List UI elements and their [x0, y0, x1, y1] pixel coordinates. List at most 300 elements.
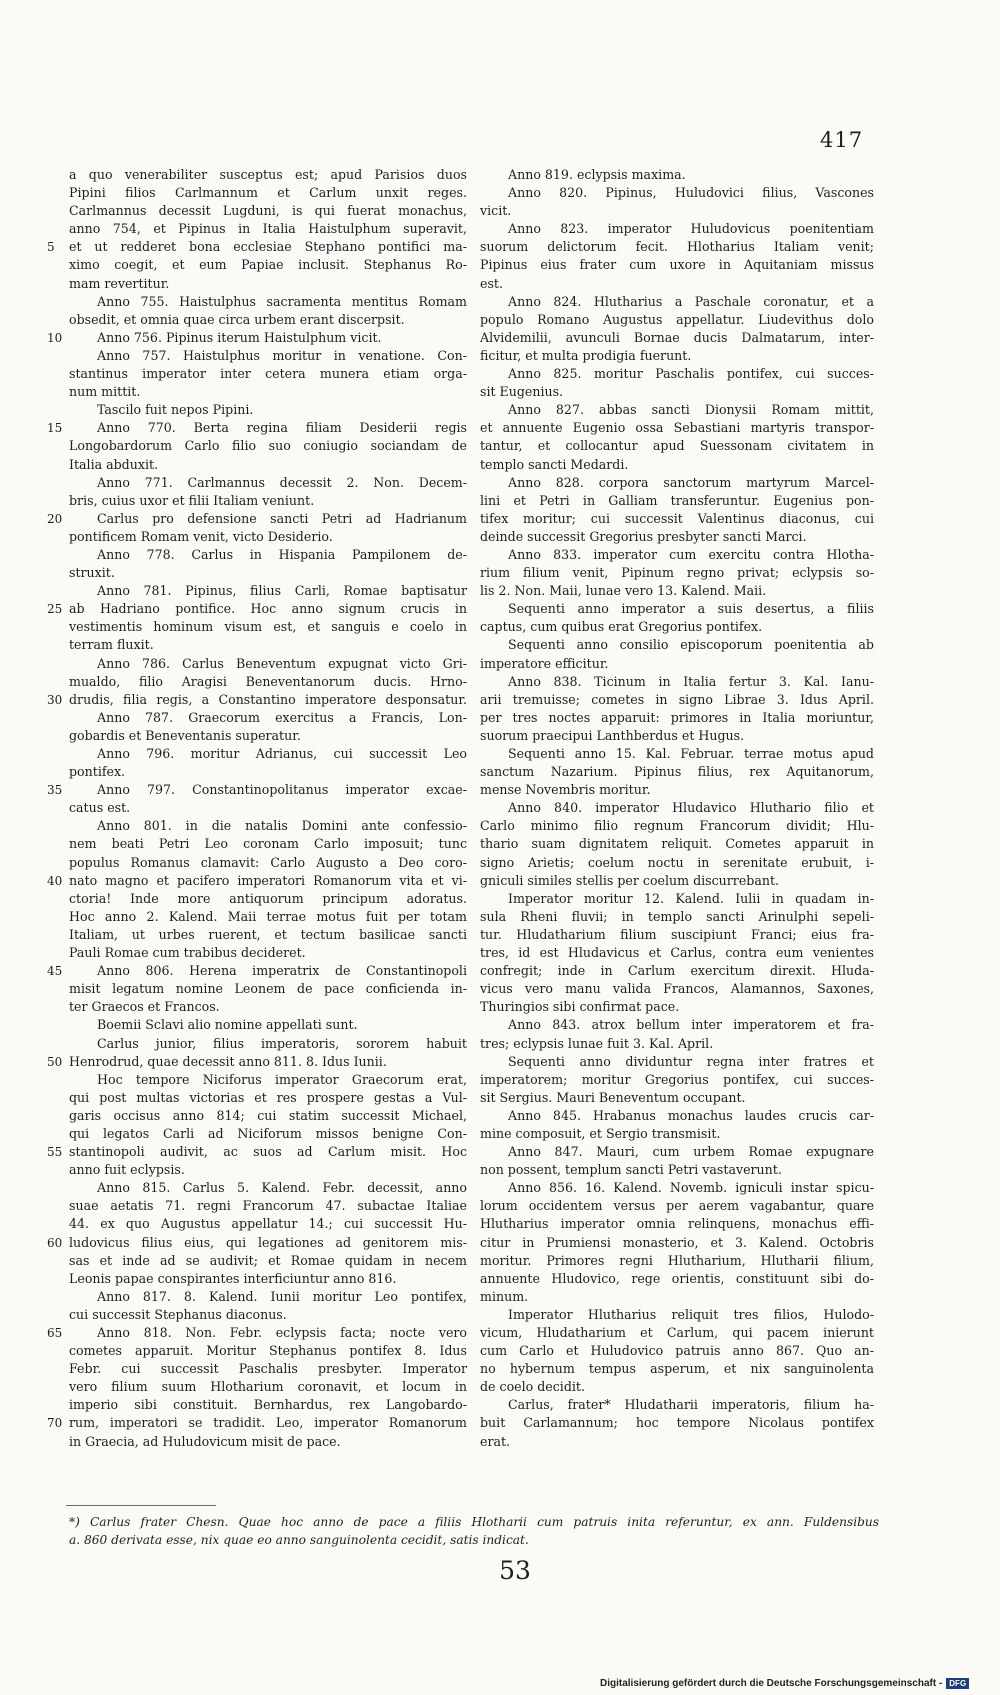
right-column-line [480, 1161, 874, 1179]
line-number: 15 [47, 421, 63, 436]
right-column-line [480, 673, 874, 691]
line-text: Anno 797. Constantinopolitanus imperator excae- [97, 782, 467, 798]
line-text: de coelo decidit. [480, 1379, 585, 1395]
left-column-line [69, 763, 467, 781]
left-column-line [69, 1161, 467, 1179]
line-text: pontifex. [69, 764, 126, 780]
right-column-line [480, 1125, 874, 1143]
left-column-line [47, 872, 467, 890]
line-text: Henrodrud, quae decessit anno 811. 8. Idus Iunii. [69, 1053, 387, 1069]
line-text: no hybernum tempus asperum, et nix sanguinolenta [480, 1361, 874, 1377]
line-text: ximo coegit, et eum Papiae inclusit. Stephanus Ro- [69, 257, 467, 273]
left-column-line [47, 1143, 467, 1161]
line-text: Anno 847. Mauri, cum urbem Romae expugnare [508, 1144, 874, 1160]
right-column-line [480, 655, 874, 673]
right-column-line [480, 347, 874, 365]
left-column-line [47, 1234, 467, 1252]
line-text: suorum praecipui Lanthberdus et Hugus. [480, 727, 745, 743]
line-text: anno fuit eclypsis. [69, 1162, 185, 1178]
line-text: Anno 820. Pipinus, Huludovici filius, Vascones [508, 185, 874, 201]
left-column-line [69, 184, 467, 202]
right-column-line [480, 293, 874, 311]
line-text: erat. [480, 1433, 511, 1449]
line-text: imperatorem; moritur Gregorius pontifex, cui succes- [480, 1071, 874, 1087]
right-column-line [480, 329, 874, 347]
line-text: Leonis papae conspirantes interficiuntur anno 816. [69, 1270, 397, 1286]
line-text: ter Graecos et Francos. [69, 999, 220, 1015]
right-column-line [480, 709, 874, 727]
right-column-line [480, 1414, 874, 1432]
line-text: mualdo, filio Aragisi Beneventanorum ducis. Hrno- [69, 673, 467, 689]
right-column-line [480, 1433, 874, 1451]
line-text: Anno 771. Carlmannus decessit 2. Non. Decem- [97, 474, 467, 490]
line-text: arii tremuisse; cometes in signo Librae 3. Idus April. [480, 691, 874, 707]
line-text: Italiam, ut urbes ruerent, et tectum basilicae sancti [69, 926, 467, 942]
footnote-line [69, 1531, 879, 1549]
line-text: moritur. Primores regni Hlutharium, Hlutharii filium, [480, 1252, 874, 1268]
left-column-line [69, 1396, 467, 1414]
line-text: qui legatos Carli ad Niciforum missos benigne Con- [69, 1125, 467, 1141]
line-text: Anno 856. 16. Kalend. Novemb. igniculi instar spicu- [508, 1180, 874, 1196]
line-text: minum. [480, 1288, 529, 1304]
right-column-line [480, 998, 874, 1016]
left-column-line [69, 1089, 467, 1107]
line-text: Imperator Hlutharius reliquit tres filios, Hulodo- [508, 1306, 874, 1322]
line-text: in Graecia, ad Huludovicum misit de pace. [69, 1433, 341, 1449]
line-text: imperio sibi constituit. Bernhardus, rex Langobardo- [69, 1397, 467, 1413]
line-text: Sequenti anno imperator a suis desertus, a filiis [508, 601, 874, 617]
right-column-line [480, 564, 874, 582]
left-column-line [69, 1378, 467, 1396]
digitization-banner [600, 1678, 969, 1689]
line-text: Italia abduxit. [69, 456, 159, 472]
right-column-line [480, 1342, 874, 1360]
right-column-line [480, 727, 874, 745]
left-column-line [69, 293, 467, 311]
right-column-line [480, 908, 874, 926]
left-column-line [69, 166, 467, 184]
right-column-line [480, 1197, 874, 1215]
right-column-line [480, 1288, 874, 1306]
line-text: citur in Prumiensi monasterio, et 3. Kalend. Octobris [480, 1234, 874, 1250]
left-column-line [47, 329, 467, 347]
right-column-line [480, 799, 874, 817]
right-column-line [480, 510, 874, 528]
left-column-line [69, 474, 467, 492]
line-text: qui post multas victorias et res prospere gestas a Vul- [69, 1089, 467, 1105]
right-column-line [480, 600, 874, 618]
line-text: anno 754, et Pipinus in Italia Haistulphum superavit, [69, 221, 467, 237]
left-column-line [69, 1035, 467, 1053]
line-text: templo sancti Medardi. [480, 456, 629, 472]
right-column-line [480, 1071, 874, 1089]
line-text: cum Carlo et Huludovico patruis anno 867. Quo an- [480, 1343, 874, 1359]
left-column-line [69, 709, 467, 727]
right-column-line [480, 383, 874, 401]
line-text: Anno 840. imperator Hludavico Hluthario filio et [508, 800, 874, 816]
line-text: signo Arietis; coelum noctu in serenitate erubuit, i- [480, 854, 874, 870]
line-text: Boemii Sclavi alio nomine appellati sunt. [97, 1017, 358, 1033]
line-text: Anno 824. Hlutharius a Paschale coronatur, et a [508, 293, 874, 309]
left-column-line [69, 220, 467, 238]
line-text: sas et inde ad se audivit; et Romae quidam in necem [69, 1252, 467, 1268]
signature-mark: 53 [499, 1556, 531, 1585]
left-column-line [69, 365, 467, 383]
line-text: pontificem Romam venit, victo Desiderio. [69, 528, 333, 544]
line-text: mam revertitur. [69, 275, 170, 291]
line-text: vestimentis hominum visum est, et sanguis e coelo in [69, 619, 467, 635]
line-text: Thuringios sibi confirmat pace. [480, 999, 680, 1015]
right-column-line [480, 184, 874, 202]
left-column-line [69, 1270, 467, 1288]
left-column-line [69, 926, 467, 944]
left-column-line [47, 781, 467, 799]
line-text: tantur, et collocantur apud Suessonam civitatem in [480, 438, 874, 454]
line-text: num mittit. [69, 384, 141, 400]
left-column-line [69, 745, 467, 763]
right-column-line [480, 456, 874, 474]
left-column-line [47, 1414, 467, 1432]
right-column [480, 166, 874, 1451]
line-text: mense Novembris moritur. [480, 782, 651, 798]
line-text: gniculi similes stellis per coelum discurrebant. [480, 872, 780, 888]
line-text: Anno 828. corpora sanctorum martyrum Marcel- [508, 474, 874, 490]
line-text: a. 860 derivata esse, nix quae eo anno sanguinolenta cecidit, satis indicat. [69, 1533, 529, 1547]
line-text: vicum, Hludatharium et Carlum, qui pacem inierunt [480, 1325, 874, 1340]
line-number: 30 [47, 692, 63, 707]
line-text: Anno 757. Haistulphus moritur in venatione. Con- [97, 347, 467, 363]
line-text: sit Sergius. Mauri Beneventum occupant. [480, 1089, 746, 1105]
left-column-line [69, 908, 467, 926]
left-column-line [69, 275, 467, 293]
left-column-line [69, 1071, 467, 1089]
right-column-line [480, 582, 874, 600]
right-column-line [480, 636, 874, 654]
line-text: tres; eclypsis lunae fuit 3. Kal. April. [480, 1035, 714, 1051]
right-column-line [480, 256, 874, 274]
line-text: a quo venerabiliter susceptus est; apud Parisios duos [69, 167, 467, 182]
line-number: 35 [47, 783, 63, 798]
line-text: Anno 827. abbas sancti Dionysii Romam mittit, [508, 402, 874, 418]
line-text: nem beati Petri Leo coronam Carlo imposuit; tunc [69, 836, 467, 852]
right-column-line [480, 220, 874, 238]
line-number: 55 [47, 1145, 63, 1160]
line-text: struxit. [69, 565, 115, 581]
line-text: tur. Hludatharium filium suscipiunt Franci; eius fra- [480, 926, 874, 942]
right-column-line [480, 401, 874, 419]
line-text: Anno 781. Pipinus, filius Carli, Romae baptisatur [97, 583, 467, 599]
line-text: nato magno et pacifero imperatori Romanorum vita et vi- [69, 872, 467, 888]
right-column-line [480, 1396, 874, 1414]
line-text: Pipini filios Carlmannum et Carlum unxit reges. [69, 185, 467, 201]
left-column-line [69, 1125, 467, 1143]
footnote-line [69, 1513, 879, 1531]
left-column-line [69, 1252, 467, 1270]
line-text: ficitur, et multa prodigia fuerunt. [480, 347, 692, 363]
line-text: garis occisus anno 814; cui statim successit Michael, [69, 1107, 467, 1123]
line-text: catus est. [69, 800, 131, 816]
line-text: misit legatum nomine Leonem de pace conficienda in- [69, 981, 467, 997]
left-column-line [69, 202, 467, 220]
line-text: confregit; inde in Carlum exercitum direxit. Hluda- [480, 963, 874, 979]
left-column-line [69, 383, 467, 401]
right-column-line [480, 944, 874, 962]
right-column-line [480, 980, 874, 998]
right-column-line [480, 1035, 874, 1053]
left-column-line [69, 582, 467, 600]
left-column-line [69, 401, 467, 419]
line-text: Tascilo fuit nepos Pipini. [97, 402, 254, 418]
line-text: Anno 787. Graecorum exercitus a Francis, Lon- [97, 709, 467, 725]
line-text: buit Carlamannum; hoc tempore Nicolaus pontifex [480, 1415, 874, 1431]
right-column-line [480, 528, 874, 546]
line-text: populus Romanus clamavit: Carlo Augusto a Deo coro- [69, 854, 467, 870]
left-column-line [69, 835, 467, 853]
left-column-line [69, 256, 467, 274]
left-column-line [69, 727, 467, 745]
footnote-rule [66, 1505, 216, 1506]
right-column-line [480, 872, 874, 890]
line-text: Carlus junior, filius imperatoris, sororem habuit [97, 1035, 467, 1051]
line-text: Anno 838. Ticinum in Italia fertur 3. Kal. Ianu- [508, 673, 874, 689]
line-text: Anno 806. Herena imperatrix de Constantinopoli [97, 963, 467, 979]
line-text: imperatore efficitur. [480, 655, 609, 671]
right-column-line [480, 166, 874, 184]
line-text: Carlus pro defensione sancti Petri ad Hadrianum [97, 510, 467, 526]
left-column-line [69, 1288, 467, 1306]
left-column-line [69, 673, 467, 691]
line-text: Pipinus eius frater cum uxore in Aquitaniam missus [480, 257, 874, 273]
left-column-line [47, 1324, 467, 1342]
line-text: ludovicus filius eius, qui legationes ad genitorem mis- [69, 1234, 467, 1250]
line-text: captus, cum quibus erat Gregorius pontifex. [480, 619, 763, 635]
line-text: Anno 818. Non. Febr. eclypsis facta; nocte vero [97, 1325, 467, 1340]
line-number: 20 [47, 511, 63, 526]
line-text: drudis, filia regis, a Constantino imperatore desponsatur. [69, 691, 467, 707]
footnote [69, 1513, 879, 1549]
line-text: Anno 843. atrox bellum inter imperatorem et fra- [508, 1017, 874, 1033]
line-text: sanctum Nazarium. Pipinus filius, rex Aquitanorum, [480, 764, 874, 780]
right-column-line [480, 745, 874, 763]
line-text: suae aetatis 71. regni Francorum 47. subactae Italiae [69, 1198, 467, 1214]
line-text: Anno 823. imperator Huludovicus poenitentiam [508, 221, 874, 237]
right-column-line [480, 1234, 874, 1252]
line-text: ctoria! Inde more antiquorum principum adoratus. [69, 890, 467, 906]
right-column-line [480, 546, 874, 564]
left-column-line [69, 437, 467, 455]
line-text: rum, imperatori se tradidit. Leo, imperator Romanorum [69, 1415, 467, 1431]
line-text: Anno 819. eclypsis maxima. [508, 167, 686, 182]
left-column-line [69, 1179, 467, 1197]
line-text: Anno 778. Carlus in Hispania Pampilonem de- [97, 546, 467, 562]
right-column-line [480, 817, 874, 835]
right-column-line [480, 781, 874, 799]
right-column-line [480, 419, 874, 437]
line-text: annuente Hludovico, rege orientis, constituunt sibi do- [480, 1270, 874, 1286]
left-column-line [47, 510, 467, 528]
left-column-line [69, 817, 467, 835]
line-text: terram fluxit. [69, 637, 154, 653]
left-column-line [69, 564, 467, 582]
left-column-line [47, 600, 467, 618]
line-text: *) Carlus frater Chesn. Quae hoc anno de pace a filiis Hlotharii cum patruis inita referuntur, ex ann. Fuldensibus [69, 1515, 879, 1529]
line-number: 5 [47, 240, 55, 255]
line-text: Longobardorum Carlo filio suo coniugio sociandam de [69, 438, 467, 454]
line-text: Anno 755. Haistulphus sacramenta mentitus Romam [97, 293, 467, 309]
right-column-line [480, 311, 874, 329]
left-column-line [69, 618, 467, 636]
left-column-line [47, 1053, 467, 1071]
left-column-line [69, 1360, 467, 1378]
banner-text: Digitalisierung gefördert durch die Deutsche Forschungsgemeinschaft - [600, 1678, 943, 1689]
right-column-line [480, 1378, 874, 1396]
right-column-line [480, 890, 874, 908]
right-column-line [480, 1215, 874, 1233]
left-column-line [69, 799, 467, 817]
line-text: non possent, templum sancti Petri vastaverunt. [480, 1162, 782, 1178]
line-number: 40 [47, 873, 63, 888]
left-column-line [69, 854, 467, 872]
line-text: lorum occidentem versus per aerem vagabantur, quare [480, 1198, 874, 1214]
line-text: sula Rheni fluvii; in templo sancti Arinulphi sepeli- [480, 908, 874, 924]
right-column-line [480, 437, 874, 455]
line-text: thario suam dignitatem reliquit. Cometes apparuit in [480, 836, 874, 852]
right-column-line [480, 691, 874, 709]
left-column-line [69, 655, 467, 673]
left-column-line [69, 1306, 467, 1324]
line-text: Anno 815. Carlus 5. Kalend. Febr. decessit, anno [97, 1180, 467, 1196]
left-column-line [69, 528, 467, 546]
line-text: Sequenti anno 15. Kal. Februar. terrae motus apud [508, 746, 874, 761]
right-column-line [480, 854, 874, 872]
line-text: Sequenti anno dividuntur regna inter fratres et [508, 1053, 874, 1069]
line-text: mine composuit, et Sergio transmisit. [480, 1125, 721, 1141]
right-column-line [480, 474, 874, 492]
line-text: ab Hadriano pontifice. Hoc anno signum crucis in [69, 601, 467, 617]
line-text: obsedit, et omnia quae circa urbem erant discerpsit. [69, 311, 405, 327]
line-text: cometes apparuit. Moritur Stephanus pontifex 8. Idus [69, 1343, 467, 1359]
line-number: 65 [47, 1326, 63, 1340]
right-column-line [480, 618, 874, 636]
line-text: sit Eugenius. [480, 384, 564, 400]
right-column-line [480, 1107, 874, 1125]
line-text: Sequenti anno consilio episcoporum poenitentia ab [508, 637, 874, 653]
line-text: Anno 825. moritur Paschalis pontifex, cui succes- [508, 366, 874, 382]
right-column-line [480, 202, 874, 220]
left-column-line [47, 419, 467, 437]
left-column-line [69, 492, 467, 510]
line-text: vero filium suum Hlotharium coronavit, et locum in [69, 1379, 467, 1395]
right-column-line [480, 1143, 874, 1161]
right-column-line [480, 1270, 874, 1288]
right-column-line [480, 1053, 874, 1071]
line-text: Hoc tempore Niciforus imperator Graecorum erat, [97, 1071, 467, 1087]
line-text: vicus vero manu valida Francos, Alamannos, Saxones, [480, 981, 874, 997]
line-number: 70 [47, 1416, 63, 1431]
line-text: bris, cuius uxor et filii Italiam veniunt. [69, 492, 315, 508]
left-column-line [47, 238, 467, 256]
line-text: Anno 845. Hrabanus monachus laudes crucis car- [508, 1107, 874, 1123]
line-text: populo Romano Augustus appellatur. Liudevithus dolo [480, 311, 874, 327]
line-text: lis 2. Non. Maii, lunae vero 13. Kalend. Maii. [480, 583, 767, 599]
line-text: tifex moritur; cui successit Valentinus diaconus, cui [480, 510, 874, 526]
left-column-line [69, 1215, 467, 1233]
line-text: lini et Petri in Galliam transferuntur. Eugenius pon- [480, 492, 874, 508]
left-column-line [69, 980, 467, 998]
line-number: 45 [47, 964, 63, 979]
right-column-line [480, 962, 874, 980]
line-text: Hoc anno 2. Kalend. Maii terrae motus fuit per totam [69, 908, 467, 924]
left-column-line [69, 890, 467, 908]
line-text: Anno 756. Pipinus iterum Haistulphum vicit. [97, 329, 382, 345]
right-column-line [480, 1252, 874, 1270]
line-text: Febr. cui successit Paschalis presbyter. Imperator [69, 1361, 467, 1377]
line-text: Imperator moritur 12. Kalend. Iulii in quadam in- [508, 890, 874, 906]
left-column-line [47, 691, 467, 709]
left-column-line [69, 456, 467, 474]
left-column-line [69, 1016, 467, 1034]
line-text: et annuente Eugenio ossa Sebastiani martyris transpor- [480, 420, 874, 436]
right-column-line [480, 1306, 874, 1324]
left-column [47, 166, 467, 1451]
left-column-line [69, 347, 467, 365]
line-text: tres, id est Hludavicus et Carlus, contra eum venientes [480, 945, 874, 961]
line-text: Anno 801. in die natalis Domini ante confessio- [97, 818, 467, 834]
line-text: Alvidemilii, avunculi Bornae ducis Dalmatarum, inter- [480, 329, 874, 345]
right-column-line [480, 835, 874, 853]
line-text: Anno 796. moritur Adrianus, cui successit Leo [97, 746, 467, 761]
line-text: cui successit Stephanus diaconus. [69, 1306, 287, 1322]
left-column-line [69, 1197, 467, 1215]
right-column-line [480, 492, 874, 510]
line-text: gobardis et Beneventanis superatur. [69, 727, 301, 743]
line-text: est. [480, 275, 503, 291]
line-text: Anno 833. imperator cum exercitu contra Hlotha- [508, 546, 874, 562]
line-text: Anno 786. Carlus Beneventum expugnat victo Gri- [97, 655, 467, 671]
line-text: stantinopoli audivit, ac suos ad Carlum misit. Hoc [69, 1144, 467, 1160]
left-column-line [69, 998, 467, 1016]
right-column-line [480, 1179, 874, 1197]
left-column-line [69, 1433, 467, 1451]
line-text: deinde successit Gregorius presbyter sancti Marci. [480, 528, 807, 544]
left-column-line [69, 944, 467, 962]
line-text: suorum delictorum fecit. Hlotharius Italiam venit; [480, 239, 874, 255]
line-text: et ut redderet bona ecclesiae Stephano pontifici ma- [69, 239, 467, 255]
right-column-line [480, 1089, 874, 1107]
right-column-line [480, 275, 874, 293]
line-text: per tres noctes apparuit: primores in Italia moriuntur, [480, 709, 874, 725]
left-column-line [69, 636, 467, 654]
left-column-line [69, 1107, 467, 1125]
line-text: Anno 770. Berta regina filiam Desiderii regis [97, 420, 467, 436]
line-number: 25 [47, 602, 63, 617]
line-text: stantinus imperator inter cetera munera etiam orga- [69, 366, 467, 382]
line-text: Anno 817. 8. Kalend. Iunii moritur Leo pontifex, [97, 1288, 467, 1304]
line-number: 50 [47, 1054, 63, 1069]
right-column-line [480, 1016, 874, 1034]
line-text: Carlo minimo filio regnum Francorum dividit; Hlu- [480, 818, 874, 834]
right-column-line [480, 926, 874, 944]
page-number: 417 [820, 128, 864, 152]
right-column-line [480, 1360, 874, 1378]
line-text: Carlmannus decessit Lugduni, is qui fuerat monachus, [69, 203, 467, 219]
line-number: 10 [47, 330, 63, 345]
line-number: 60 [47, 1235, 63, 1250]
right-column-line [480, 1324, 874, 1342]
right-column-line [480, 763, 874, 781]
line-text: rium filium venit, Pipinum regno privat; eclypsis so- [480, 565, 874, 581]
line-text: Hlutharius imperator omnia relinquens, monachus effi- [480, 1216, 874, 1232]
